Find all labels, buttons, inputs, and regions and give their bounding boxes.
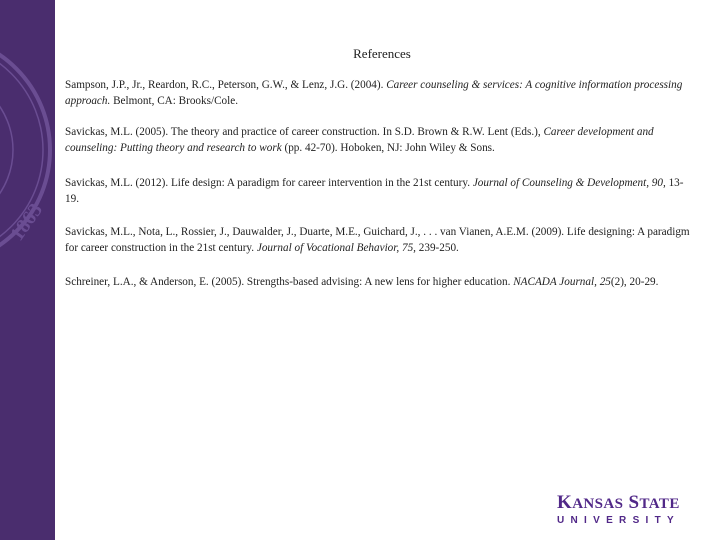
reference-4: Savickas, M.L., Nota, L., Rossier, J., Dauwalder, J., Duarte, M.E., Guichard, J., . . . van Vianen, A.E.M. (2009). Life designing: A paradigm for career construction in the 21st century. Journal of Vocational Behavior, 75, 239-250. <box>65 226 690 254</box>
kansas-state-logo <box>557 493 689 525</box>
left-purple-band <box>0 0 55 540</box>
reference-5: Schreiner, L.A., & Anderson, E. (2005). Strengths-based advising: A new lens for higher education. NACADA Journal, 25(2), 20-29. <box>65 276 659 288</box>
seal-year: 1863 <box>6 199 48 245</box>
page-title: References <box>353 46 411 61</box>
logo-wordmark-top: KANSAS STATE <box>557 492 680 513</box>
logo-wordmark-bottom: UNIVERSITY <box>557 515 681 526</box>
university-seal-watermark <box>0 30 55 270</box>
reference-3: Savickas, M.L. (2012). Life design: A paradigm for career intervention in the 21st century. Journal of Counseling & Development, 90, 13-19. <box>65 177 684 205</box>
reference-1: Sampson, J.P., Jr., Reardon, R.C., Peterson, G.W., & Lenz, J.G. (2004). Career counseling & services: A cognitive information processing approach. Belmont, CA: Brooks/Cole. <box>65 79 683 107</box>
reference-2: Savickas, M.L. (2005). The theory and practice of career construction. In S.D. Brown & R.W. Lent (Eds.), Career development and counseling: Putting theory and research to work (pp. 42-70). Hoboken, NJ: John Wiley & Sons. <box>65 126 654 154</box>
